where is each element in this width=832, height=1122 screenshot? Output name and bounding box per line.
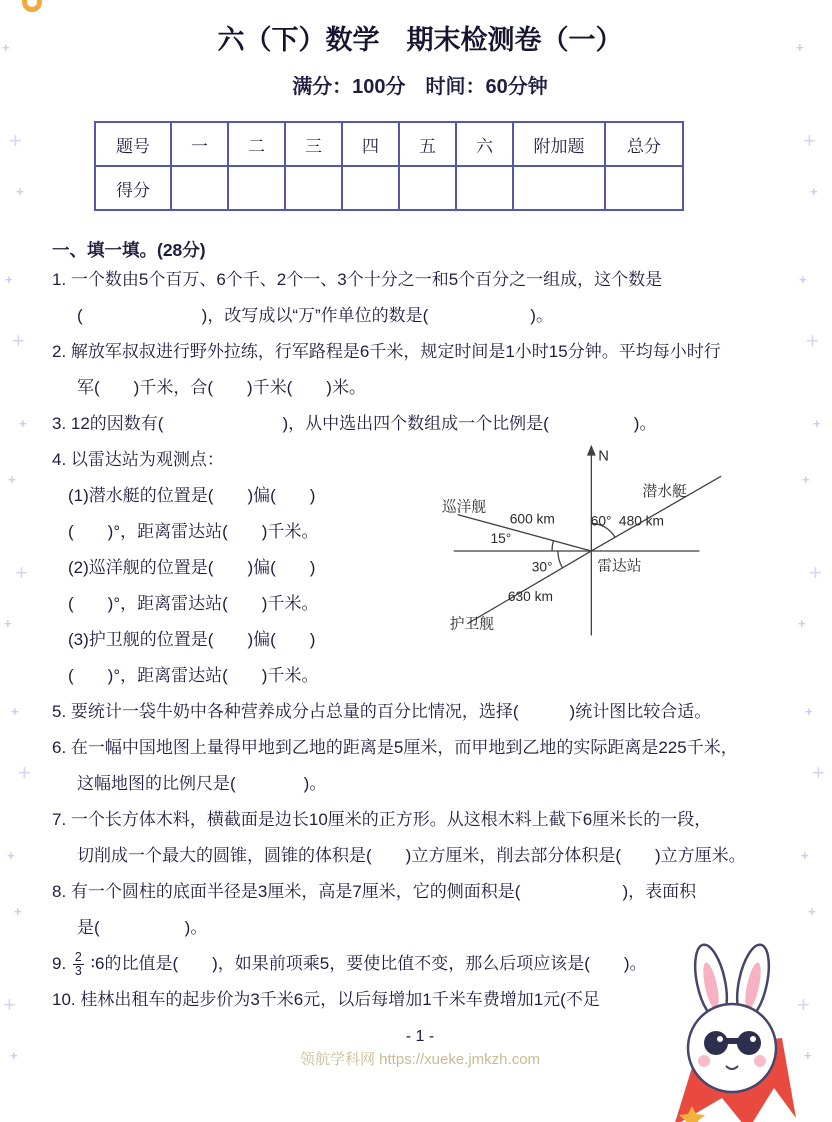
score-table-header-cell: 二 <box>228 122 285 166</box>
plus-ornament: + <box>797 992 810 1017</box>
score-table-header-cell: 五 <box>399 122 456 166</box>
fraction-numerator: 2 <box>74 949 82 964</box>
score-row-label: 得分 <box>95 166 171 210</box>
mascot-rabbit <box>656 930 806 1122</box>
plus-ornament: + <box>799 272 807 287</box>
frigate-label: 护卫舰 <box>449 616 494 633</box>
page-number: - 1 - <box>405 1028 435 1045</box>
plus-ornament: + <box>5 272 13 287</box>
section-1-heading: 一、填一填。(28分) <box>52 240 206 260</box>
north-arrowhead <box>587 445 596 456</box>
corner-ornament <box>22 0 42 12</box>
score-table-header-cell: 四 <box>342 122 399 166</box>
plus-ornament: + <box>7 848 15 863</box>
question-1-line-1: 1. 一个数由5个百万、6个千、2个一、3个十分之一和5个百分之一组成，这个数是 <box>52 270 663 289</box>
plus-ornament: + <box>19 416 27 431</box>
plus-ornament: + <box>806 328 819 353</box>
question-5: 5. 要统计一袋牛奶中各种营养成分占总量的百分比情况，选择( )统计图比较合适。 <box>52 702 712 721</box>
question-4-item-2-line-1: (2)巡洋舰的位置是( )偏( ) <box>68 558 316 577</box>
frigate-distance: 630 km <box>507 589 553 605</box>
question-8-line-1: 8. 有一个圆柱的底面半径是3厘米，高是7厘米，它的侧面积是( )，表面积 <box>52 882 697 901</box>
plus-ornament: + <box>8 472 16 487</box>
score-blank-cell <box>228 166 285 210</box>
watermark-text: 领航学科网 https://xueke.jmkzh.com <box>299 1051 541 1068</box>
question-4-head: 4. 以雷达站为观测点： <box>52 450 224 469</box>
question-10-line-1: 10. 桂林出租车的起步价为3千米6元，以后每增加1千米车费增加1元(不足 <box>52 990 600 1009</box>
plus-ornament: + <box>2 40 10 55</box>
rabbit-head <box>688 1004 776 1092</box>
score-table-header-row <box>95 122 683 166</box>
score-blank-cell <box>399 166 456 210</box>
question-1-line-2: ( )，改写成以“万”作单位的数是( )。 <box>77 306 553 325</box>
question-2-line-2: 军( )千米，合( )千米( )米。 <box>77 378 366 397</box>
fraction-two-thirds <box>73 951 84 978</box>
question-4 <box>52 442 788 694</box>
angle-arc-30 <box>558 551 563 568</box>
score-table-header-cell: 六 <box>456 122 513 166</box>
question-6-line-1: 6. 在一幅中国地图上量得甲地到乙地的距离是5厘米，而甲地到乙地的实际距离是225千米， <box>52 738 738 757</box>
question-7-line-2: 切削成一个最大的圆锥，圆锥的体积是( )立方厘米，削去部分体积是( )立方厘米。 <box>77 846 746 865</box>
question-9-text: ∶6的比值是( )，如果前项乘5，要使比值不变，那么后项应该是( )。 <box>90 954 647 973</box>
plus-ornament: + <box>810 184 818 199</box>
rabbit-cheek-left <box>698 1055 710 1067</box>
fraction-denominator: 3 <box>74 964 82 979</box>
plus-ornament: + <box>18 760 31 785</box>
question-6-line-2: 这幅地图的比例尺是( )。 <box>77 774 327 793</box>
plus-ornament: + <box>14 904 22 919</box>
question-4-item-2-line-2: ( )°，距离雷达站( )千米。 <box>68 594 319 613</box>
frigate-angle: 30° <box>531 559 553 575</box>
score-table-score-row <box>95 166 683 210</box>
score-table <box>94 121 684 211</box>
score-blank-cell <box>605 166 683 210</box>
cruiser-label: 巡洋舰 <box>441 499 487 516</box>
plus-ornament: + <box>805 704 813 719</box>
plus-ornament: + <box>16 184 24 199</box>
plus-ornament: + <box>801 848 809 863</box>
plus-ornament: + <box>11 704 19 719</box>
plus-ornament: + <box>15 560 28 585</box>
question-7-line-1: 7. 一个长方体木料，横截面是边长10厘米的正方形。从这根木料上截下6厘米长的一段， <box>52 810 712 829</box>
question-4-item-1-line-2: ( )°，距离雷达站( )千米。 <box>68 522 319 541</box>
score-blank-cell <box>513 166 605 210</box>
plus-ornament: + <box>3 992 16 1017</box>
radar-diagram-svg <box>434 436 788 662</box>
plus-ornament: + <box>796 40 804 55</box>
question-2-line-1: 2. 解放军叔叔进行野外拉练，行军路程是6千米，规定时间是1小时15分钟。平均每小时行 <box>52 342 721 361</box>
score-table-header-cell: 一 <box>171 122 228 166</box>
cruiser-distance: 600 km <box>509 511 555 527</box>
plus-ornament: + <box>803 128 816 153</box>
radar-label: 雷达站 <box>597 558 642 575</box>
question-4-item-1-line-1: (1)潜水艇的位置是( )偏( ) <box>68 486 316 505</box>
submarine-angle: 60° <box>590 513 612 529</box>
plus-ornament: + <box>798 616 806 631</box>
page-content <box>52 18 788 1069</box>
question-list <box>52 262 788 1018</box>
cruiser-angle: 15° <box>490 531 512 547</box>
question-3: 3. 12的因数有( )，从中选出四个数组成一个比例是( )。 <box>52 414 657 433</box>
plus-ornament: + <box>813 416 821 431</box>
north-label: N <box>598 448 609 465</box>
question-4-text <box>52 442 434 694</box>
exam-meta: 满分：100分 时间：60分钟 <box>292 76 548 98</box>
submarine-distance: 480 km <box>618 513 665 529</box>
radar-diagram <box>434 436 788 667</box>
plus-ornament: + <box>809 560 822 585</box>
plus-ornament: + <box>10 1048 18 1063</box>
plus-ornament: + <box>808 904 816 919</box>
page-title: 六（下）数学 期末检测卷（一） <box>217 25 623 55</box>
score-table-header-cell: 附加题 <box>513 122 605 166</box>
question-8-line-2: 是( )。 <box>77 918 208 937</box>
question-4-item-3-line-1: (3)护卫舰的位置是( )偏( ) <box>68 630 316 649</box>
frigate-ray <box>467 551 591 624</box>
plus-ornament: + <box>9 128 22 153</box>
left-edge-decoration <box>2 0 36 1122</box>
submarine-label: 潜水艇 <box>642 483 687 500</box>
question-9-number: 9. <box>52 954 67 973</box>
score-table-header-cell: 总分 <box>605 122 683 166</box>
question-4-item-3-line-2: ( )°，距离雷达站( )千米。 <box>68 666 319 685</box>
score-table-header-cell: 三 <box>285 122 342 166</box>
plus-ornament: + <box>802 472 810 487</box>
score-blank-cell <box>456 166 513 210</box>
plus-ornament: + <box>4 616 12 631</box>
plus-ornament: + <box>804 1048 812 1063</box>
rabbit-cheek-right <box>754 1055 766 1067</box>
score-blank-cell <box>171 166 228 210</box>
score-blank-cell <box>285 166 342 210</box>
plus-ornament: + <box>812 760 825 785</box>
score-blank-cell <box>342 166 399 210</box>
angle-arc-15 <box>552 541 553 551</box>
score-table-header-cell: 题号 <box>95 122 171 166</box>
plus-ornament: + <box>12 328 25 353</box>
